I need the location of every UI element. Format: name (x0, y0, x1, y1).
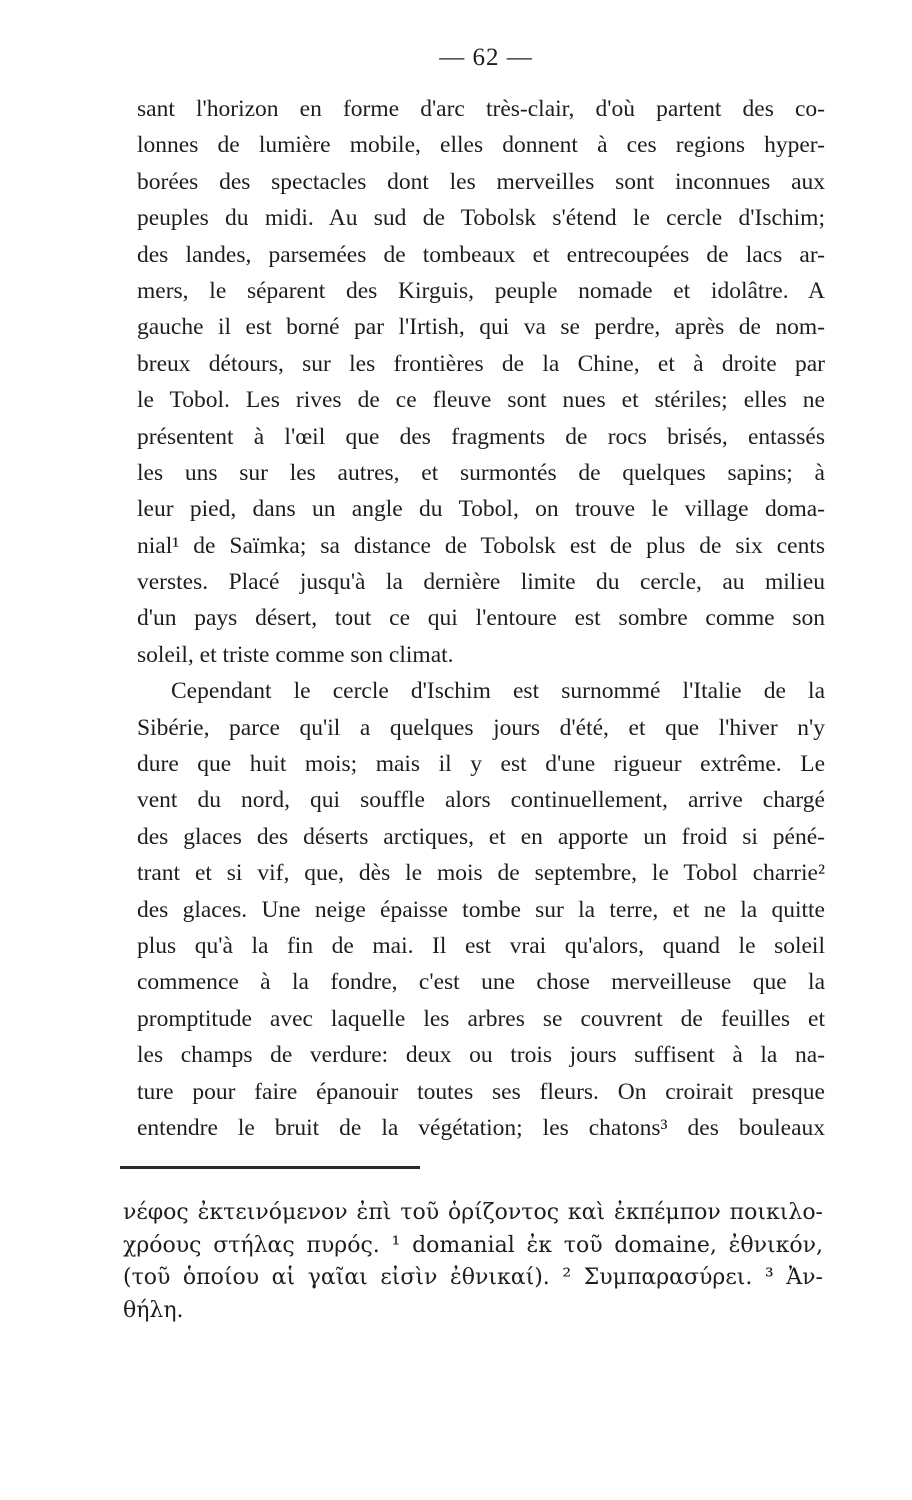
text-line: Sibérie, parce qu'il a quelques jours d'été, et que l'hiver n'y (137, 714, 825, 741)
text-line: borées des spectacles dont les merveilles sont inconnues aux (137, 168, 825, 195)
text-line: mers, le séparent des Kirguis, peuple nomade et idolâtre. A (137, 277, 825, 304)
text-line: des glaces des déserts arctiques, et en apporte un froid si péné- (137, 823, 825, 850)
text-line: vent du nord, qui souffle alors continuellement, arrive chargé (137, 787, 825, 814)
text-line: sant l'horizon en forme d'arc très-clair, d'où partent des co- (137, 96, 825, 122)
text-line: soleil, et triste comme son climat. (137, 641, 454, 668)
text-line: verstes. Placé jusqu'à la dernière limite du cercle, au milieu (137, 569, 825, 596)
text-line: peuples du midi. Au sud de Tobolsk s'étend le cercle d'Ischim; (137, 205, 825, 232)
text-line: breux détours, sur les frontières de la Chine, et à droite par (137, 350, 825, 377)
text-line: gauche il est borné par l'Irtish, qui va se perdre, après de nom- (137, 314, 825, 341)
text-line: le Tobol. Les rives de ce fleuve sont nues et stériles; elles ne (137, 387, 825, 414)
text-line: trant et si vif, que, dès le mois de septembre, le Tobol charrie² (137, 860, 825, 887)
footnote-line: νέφος ἐκτεινόμενον ἐπὶ τοῦ ὁρίζοντος καὶ ἐκπέμπον ποικιλο- (123, 1200, 823, 1225)
text-line: Cependant le cercle d'Ischim est surnommé l'Italie de la (171, 678, 825, 705)
text-line: ture pour faire épanouir toutes ses fleurs. On croirait presque (137, 1078, 825, 1105)
body-text (137, 91, 825, 1146)
text-line: présentent à l'œil que des fragments de rocs brisés, entassés (137, 423, 825, 450)
text-line: d'un pays désert, tout ce qui l'entoure est sombre comme son (137, 605, 825, 632)
footnote-line: θήλη. (123, 1297, 184, 1323)
text-line: lonnes de lumière mobile, elles donnent à ces regions hyper- (137, 132, 825, 159)
text-line: leur pied, dans un angle du Tobol, on trouve le village doma- (137, 496, 825, 523)
text-line: des glaces. Une neige épaisse tombe sur la terre, et ne la quitte (137, 896, 825, 923)
text-line: les uns sur les autres, et surmontés de quelques sapins; à (137, 459, 825, 486)
footnote-line: χρόους στήλας πυρός. ¹ domanial ἐκ τοῦ domaine, ἐθνικόν, (123, 1232, 823, 1258)
text-line: des landes, parsemées de tombeaux et entrecoupées de lacs ar- (137, 241, 825, 268)
footnote-divider (120, 1166, 420, 1169)
text-line: promptitude avec laquelle les arbres se couvrent de feuilles et (137, 1005, 825, 1032)
text-line: dure que huit mois; mais il y est d'une rigueur extrême. Le (137, 751, 825, 778)
text-line: nial¹ de Saïmka; sa distance de Tobolsk est de plus de six cents (137, 532, 825, 559)
text-line: entendre le bruit de la végétation; les chatons³ des bouleaux (137, 1114, 825, 1141)
text-line: commence à la fondre, c'est une chose merveilleuse que la (137, 969, 825, 996)
text-line: les champs de verdure: deux ou trois jours suffisent à la na- (137, 1042, 825, 1069)
page-number: — 62 — (439, 44, 533, 71)
footnote-line: (τοῦ ὁποίου αἱ γαῖαι εἰσὶν ἐθνικαί). ² Συμπαρασύρει. ³ Ἀν- (123, 1265, 823, 1290)
footnotes (123, 1197, 823, 1327)
text-line: plus qu'à la fin de mai. Il est vrai qu'alors, quand le soleil (137, 932, 825, 959)
